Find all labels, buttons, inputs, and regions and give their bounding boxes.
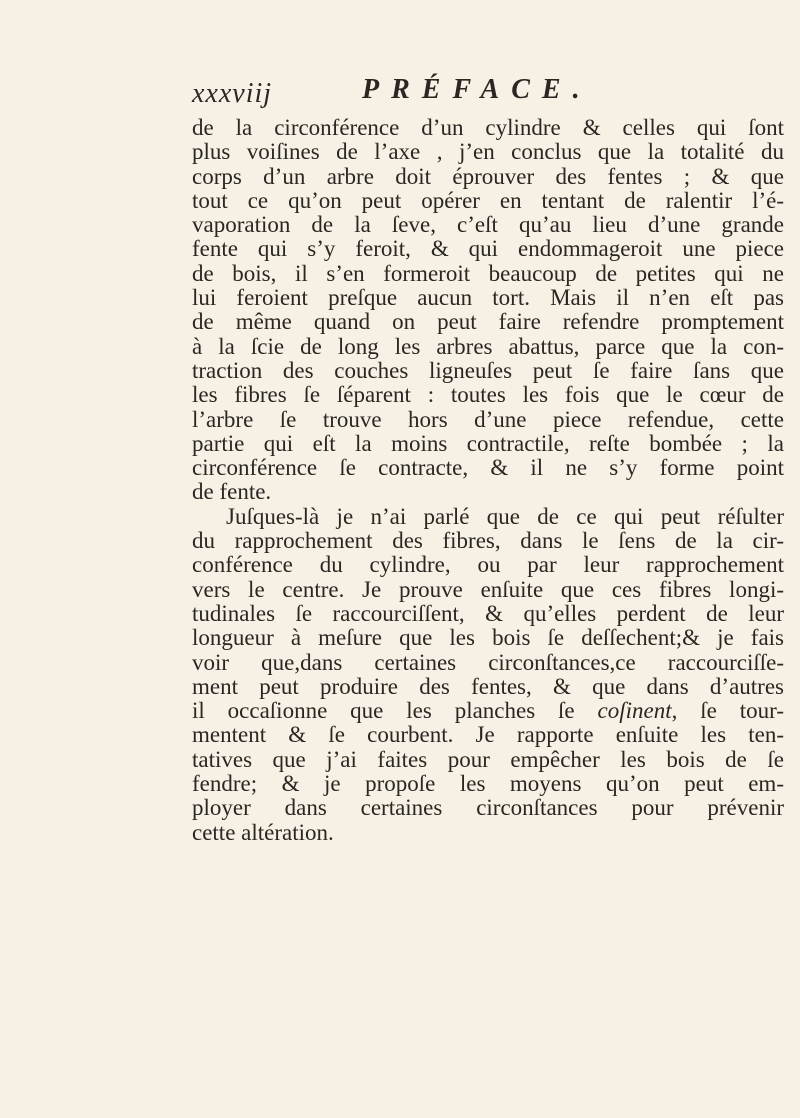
text-line: vers le centre. Je prouve enſuite que ces fibres longi- <box>192 576 784 602</box>
italic-word: coſinent <box>597 698 672 724</box>
text-line: du rapprochement des fibres, dans le ſens de la cir- <box>192 528 784 554</box>
text-line: Juſques-là je n’ai parlé que de ce qui peut réſulter <box>226 503 784 529</box>
page-number: xxxviij <box>192 78 273 109</box>
text-line: tout ce qu’on peut opérer en tentant de ralentir l’é- <box>192 187 784 213</box>
text-line: cette altération. <box>192 819 334 845</box>
text-line: conférence du cylindre, ou par leur rapprochement <box>192 552 784 578</box>
text-line: l’arbre ſe trouve hors d’une piece refendue, cette <box>192 406 784 432</box>
page-header <box>192 74 592 114</box>
text-line: de même quand on peut faire refendre promptement <box>192 309 784 335</box>
text-line: tudinales ſe raccourciſſent, & qu’elles perdent de leur <box>192 600 784 626</box>
text-line: de la circonférence d’un cylindre & celles qui ſont <box>192 115 784 140</box>
body-text <box>192 116 784 845</box>
text-line: plus voiſines de l’axe , j’en conclus que la totalité du <box>192 139 784 165</box>
running-title: PRÉFACE. <box>362 74 592 105</box>
text-line: ment peut produire des fentes, & que dans d’autres <box>192 673 784 699</box>
text-line: mentent & ſe courbent. Je rapporte enſuite les ten- <box>192 722 784 748</box>
text-line: corps d’un arbre doit éprouver des fentes ; & que <box>192 163 784 189</box>
text-line: les fibres ſe ſéparent : toutes les fois que le cœur de <box>192 382 784 408</box>
text-line: vaporation de la ſeve, c’eſt qu’au lieu d’une grande <box>192 212 784 238</box>
text-line-with-italic <box>192 699 784 723</box>
text-line-end: , ſe tour- <box>671 698 784 724</box>
text-line: lui feroient preſque aucun tort. Mais il n’en eſt pas <box>192 285 784 311</box>
text-line-start: il occaſionne que les planches ſe <box>192 698 598 724</box>
text-line: de fente. <box>192 479 272 505</box>
text-line: fente qui s’y feroit, & qui endommageroit une piece <box>192 236 784 262</box>
text-line: partie qui eſt la moins contractile, reſte bombée ; la <box>192 430 784 456</box>
text-line: de bois, il s’en formeroit beaucoup de petites qui ne <box>192 260 784 286</box>
text-line: à la ſcie de long les arbres abattus, parce que la con- <box>192 333 784 359</box>
text-line: fendre; & je propoſe les moyens qu’on peut em- <box>192 771 784 797</box>
text-line: tatives que j’ai faites pour empêcher les bois de ſe <box>192 746 784 772</box>
text-line: voir que,dans certaines circonſtances,ce raccourciſſe- <box>192 649 784 675</box>
text-line: ployer dans certaines circonſtances pour prévenir <box>192 795 784 821</box>
text-line: traction des couches ligneuſes peut ſe faire ſans que <box>192 357 784 383</box>
text-line: longueur à meſure que les bois ſe deſſechent;& je fais <box>192 625 784 651</box>
text-line: circonférence ſe contracte, & il ne s’y forme point <box>192 455 784 481</box>
